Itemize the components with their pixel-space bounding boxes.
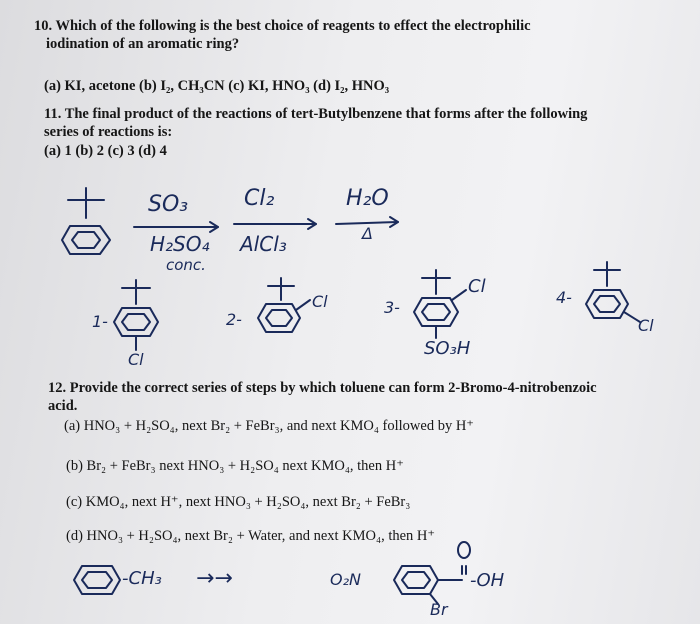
q12-option-b: (b) Br₂ + FeBr₃ next HNO₃ + H₂SO₄ next KMO₄, then H⁺	[66, 458, 404, 474]
q12-option-d: (d) HNO₃ + H₂SO₄, next Br₂ + Water, and next KMO₄, then H⁺	[66, 528, 436, 544]
q12-text-line2: acid.	[48, 398, 78, 414]
q10-text-line2: iodination of an aromatic ring?	[46, 36, 240, 52]
reagent-so3: SO₃	[148, 192, 189, 217]
product-label-1: 1-	[92, 312, 108, 331]
reagent-h2so4: H₂SO₄	[150, 232, 210, 256]
product-label-4: 4-	[556, 288, 572, 307]
carbonyl-oxygen	[458, 538, 459, 539]
bromo-nitrobenzoic-acid-structure	[394, 542, 470, 604]
q12-option-c: (c) KMO₄, next H⁺, next HNO₃ + H₂SO₄, next Br₂ + FeBr₃	[66, 494, 411, 510]
hydroxyl-group: -OH	[470, 570, 505, 591]
product-2-structure	[258, 278, 310, 332]
product-label-2: 2-	[226, 310, 242, 329]
no2-group: O₂N	[330, 570, 361, 589]
product-1-cl: Cl	[128, 350, 144, 369]
reagent-cl2: Cl₂	[244, 186, 275, 211]
product-label-3: 3-	[384, 298, 400, 317]
product-2-cl: Cl	[312, 292, 328, 311]
q12-text-line1: 12. Provide the correct series of steps by which toluene can form 2-Bromo-4-nitrobenzoic	[48, 380, 597, 396]
bromo-group: Br	[430, 600, 448, 619]
product-4-cl: Cl	[638, 316, 654, 335]
product-1-structure	[114, 280, 158, 350]
q11-text-line2: series of reactions is:	[44, 124, 173, 140]
reagent-conc: conc.	[166, 256, 206, 274]
toluene-ch3: -CH₃	[122, 568, 162, 589]
product-3-cl: Cl	[468, 276, 486, 297]
reagent-h2o: H₂O	[346, 186, 389, 211]
toluene-structure	[74, 566, 120, 594]
q11-text-line1: 11. The final product of the reactions of tert-Butylbenzene that forms after the following	[44, 106, 588, 122]
reaction-arrows	[134, 217, 398, 232]
q11-options: (a) 1 (b) 2 (c) 3 (d) 4	[44, 143, 167, 159]
product-3-so3h: SO₃H	[424, 338, 471, 359]
product-3-structure	[414, 270, 466, 338]
q10-text-line1: 10. Which of the following is the best choice of reagents to effect the electrophilic	[34, 18, 531, 34]
reagent-alcl3: AlCl₃	[240, 232, 287, 256]
q10-options: (a) KI, acetone (b) I₂, CH₃CN (c) KI, HNO₃ (d) I₂, HNO₃	[44, 78, 390, 94]
product-4-structure	[586, 262, 640, 322]
reagent-heat: Δ	[362, 224, 373, 243]
tert-butylbenzene-structure	[62, 188, 110, 254]
double-arrow: →→	[196, 566, 233, 591]
q12-option-a: (a) HNO₃ + H₂SO₄, next Br₂ + FeBr₃, and next KMO₄ followed by H⁺	[64, 418, 474, 434]
